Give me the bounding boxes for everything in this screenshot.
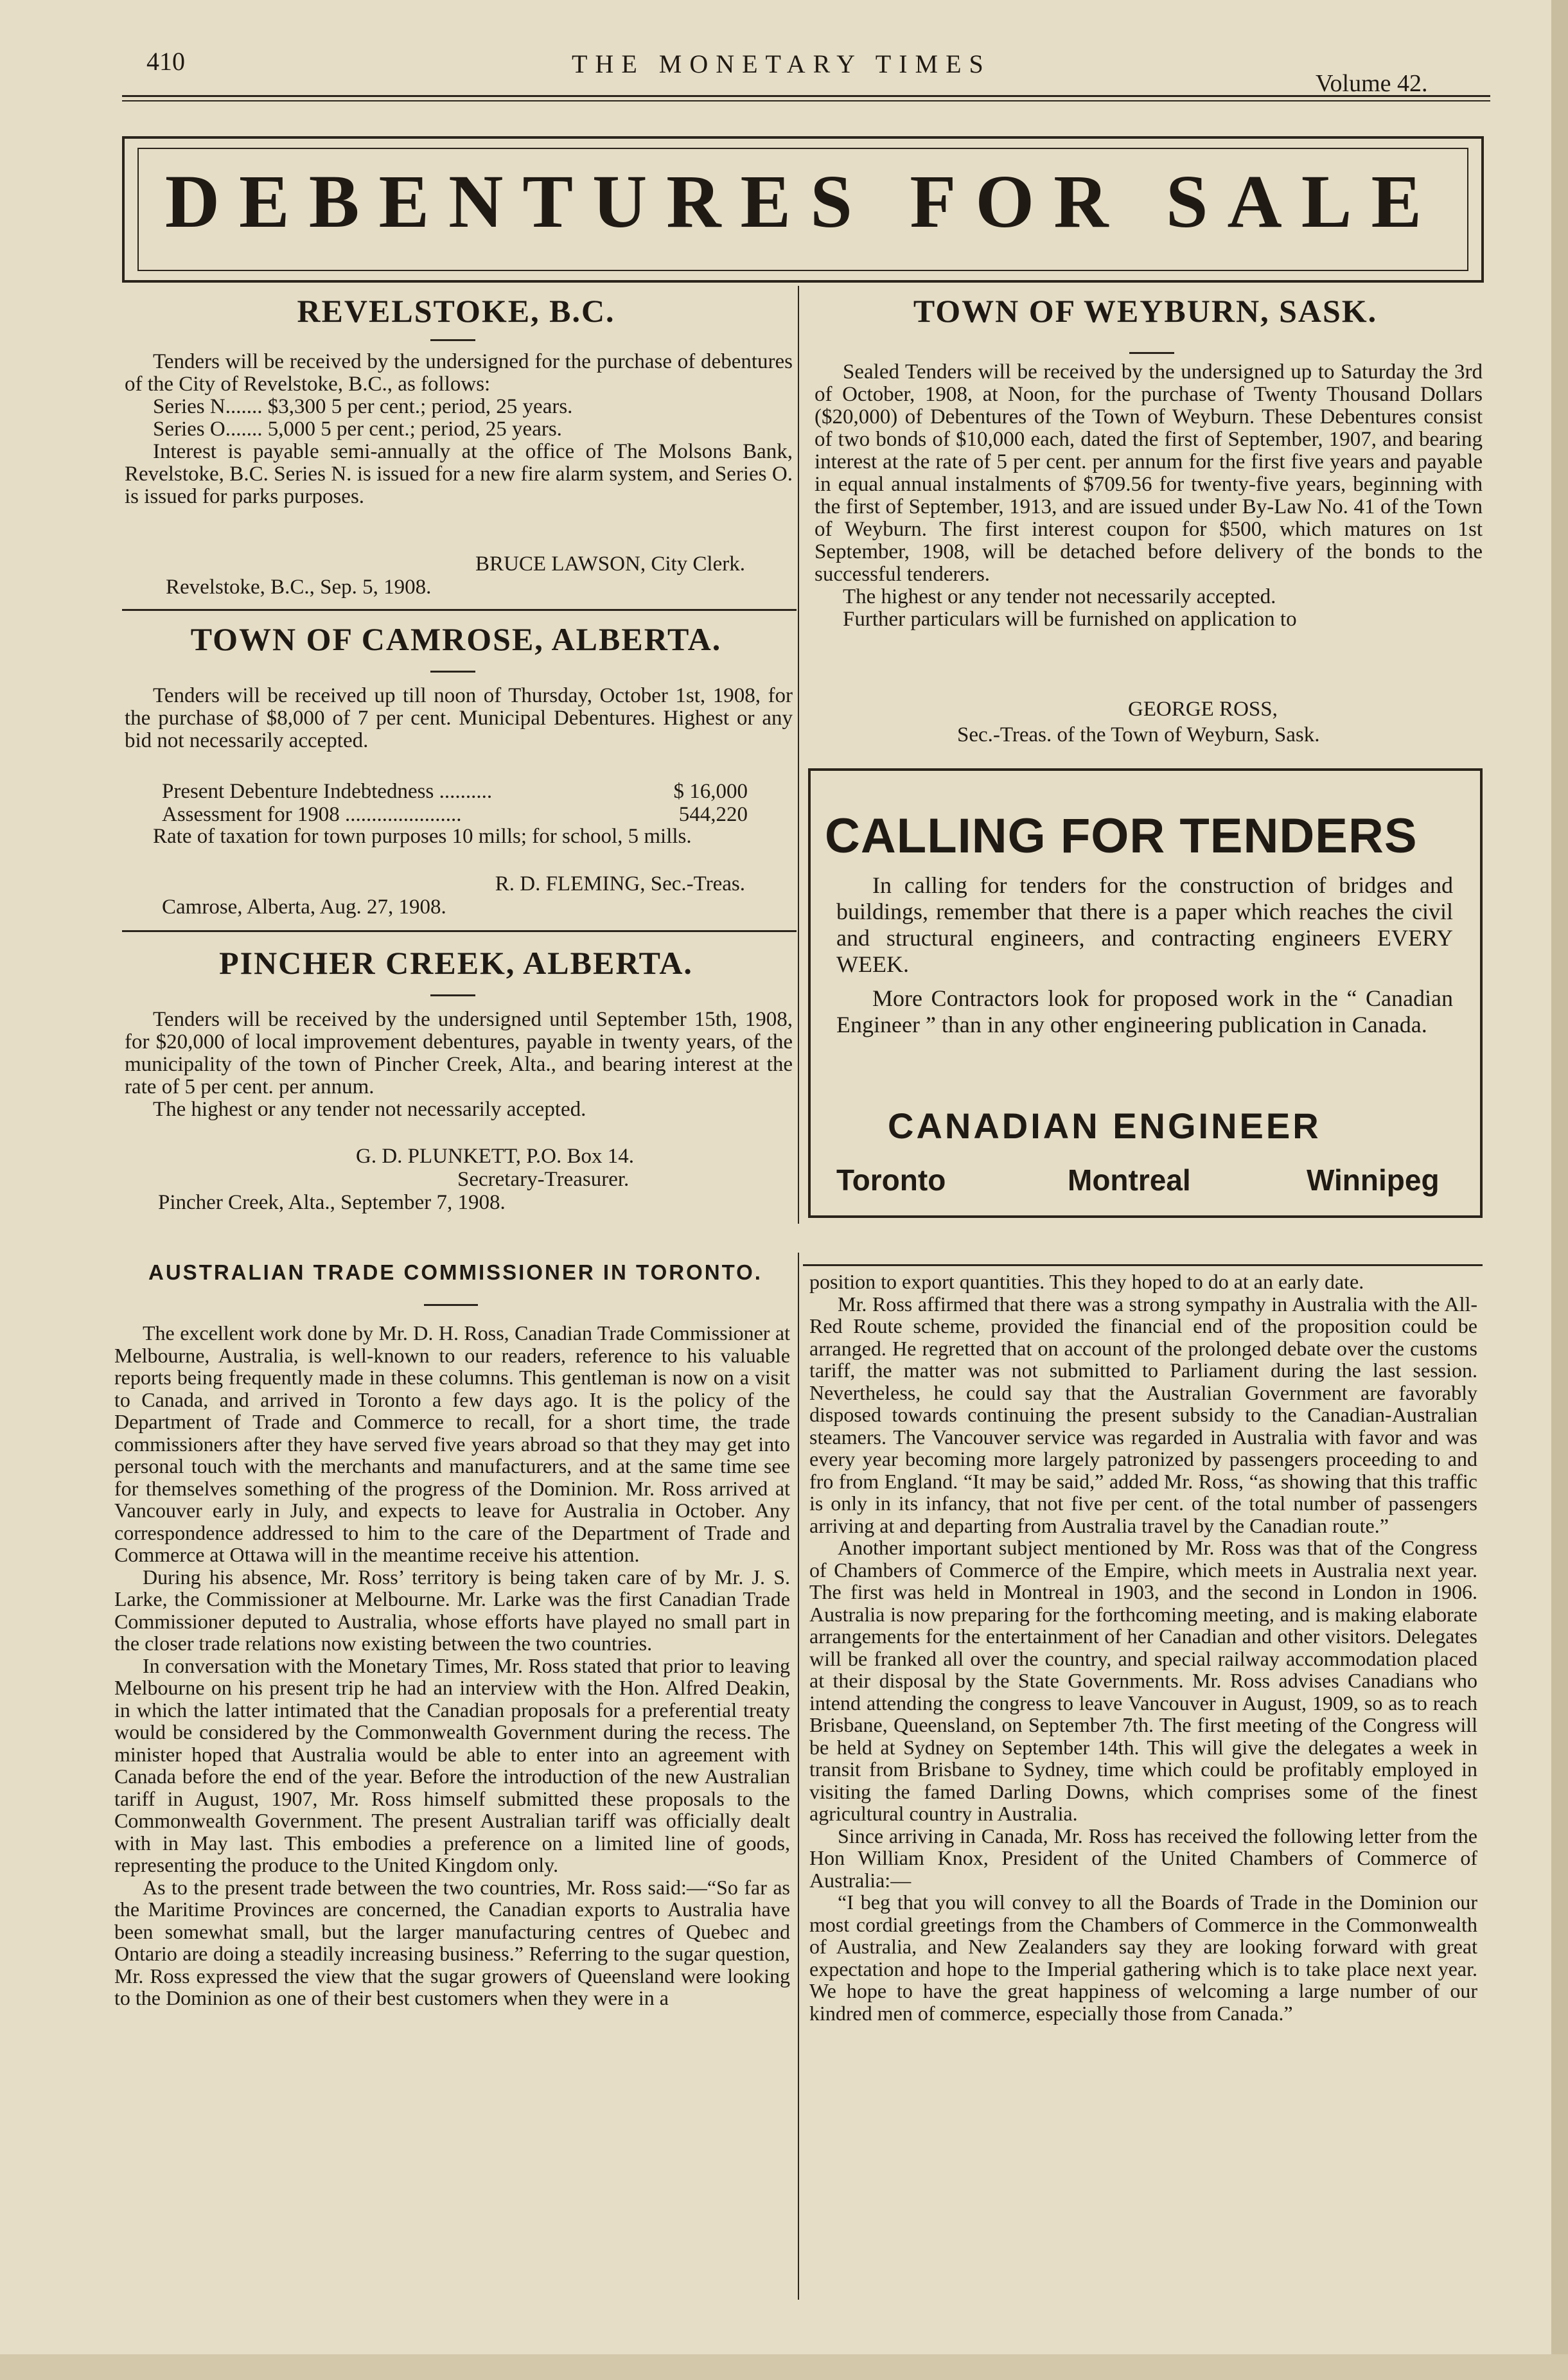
camrose-assessment-label: Assessment for 1908 ...................... (162, 803, 462, 826)
camrose-indebtedness-value: $ 16,000 (673, 780, 748, 803)
pincher-intro-block (125, 1009, 793, 1121)
volume-label: Volume 42. (1316, 70, 1428, 97)
article-paragraph: Another important subject mentioned by Mr. Ross was that of the Congress of Chambers of Commerce of the Empire, which meets in Australia next year. The first was held in Montreal in 1903, and the second in London in 1906. Australia is now preparing for the forthcoming meeting, and is making elaborate arrangements for the entertainment of her Canadian and other visitors. Delegates will be franked all over the country, and special railway accommodation placed at their disposal by the State Governments. Mr. Ross advises Canadians who intend attending the congress to leave Vancouver in August, 1909, so as to reach Brisbane, Queensland, on September 7th. The first meeting of the Congress will be held at Sydney on September 14th. This will give the delegates a week in transit from Brisbane to Sydney, time which could be profitably employed in visiting the famed Darling Downs, which comprises some of the finest agricultural country in Australia. (809, 1536, 1477, 1825)
tenders-body (836, 872, 1453, 1046)
camrose-place-date: Camrose, Alberta, Aug. 27, 1908. (162, 895, 446, 919)
tenders-paragraph-1: In calling for tenders for the construction of bridges and buildings, remember that there is a paper which reaches the civil and structural engineers, and contracting engineers EVERY WEEK. (836, 872, 1453, 977)
revelstoke-interest: Interest is payable semi-annually at the office of The Molsons Bank, Revelstoke, B.C. Series N. is issued for a new fire alarm system, and Series O. is issued for parks purposes. (125, 440, 793, 508)
title-dash (430, 339, 475, 341)
page-edge (1551, 0, 1568, 2380)
camrose-assessment-value: 544,220 (678, 803, 748, 826)
city-toronto: Toronto (836, 1163, 946, 1197)
weyburn-body: Sealed Tenders will be received by the undersigned up to Saturday the 3rd of October, 1908, at Noon, for the purchase of Twenty Thousand Dollars ($20,000) of Debentures of the Town of Weyburn. These Debentures consist of two bonds of $10,000 each, dated the first of September, 1907, and bearing interest at the rate of 5 per cent. per annum for the first five years and payable in equal annual instalments of $709.56 for twenty-five years, beginning with the first of September, 1913, and are issued under By-Law No. 41 of the Town of Weyburn. The first interest coupon for $500, which matures on 1st September, 1908, will be detached before delivery of the bonds to the successful tenderers. (815, 360, 1483, 586)
calling-for-tenders-ad (808, 768, 1483, 1218)
pincher-intro: Tenders will be received by the undersigned until September 15th, 1908, for $20,000 of local improvement debentures, payable in twenty years, of the municipality of the town of Pincher Creek, Alta., and bearing interest at the rate of 5 per cent. per annum. (125, 1008, 793, 1098)
banner-frame (122, 136, 1484, 283)
title-dash (430, 671, 475, 673)
header-rule-double (122, 100, 1490, 101)
revelstoke-notice (125, 351, 793, 508)
pincher-place-date: Pincher Creek, Alta., September 7, 1908. (158, 1191, 506, 1214)
pincher-signer: G. D. PLUNKETT, P.O. Box 14. (356, 1145, 634, 1168)
page-number: 410 (146, 47, 185, 76)
weyburn-notice (815, 361, 1483, 631)
city-montreal: Montreal (1068, 1163, 1191, 1197)
revelstoke-title: REVELSTOKE, B.C. (297, 293, 615, 329)
weyburn-signer-title: Sec.-Treas. of the Town of Weyburn, Sask. (957, 723, 1320, 746)
tenders-paragraph-2: More Contractors look for proposed work in the “ Canadian Engineer ” than in any other engineering publication in Canada. (836, 985, 1453, 1037)
camrose-taxation-block (125, 825, 793, 848)
camrose-indebtedness-label: Present Debenture Indebtedness .......... (162, 780, 493, 803)
revelstoke-series-n: Series N....... $3,300 5 per cent.; period, 25 years. (153, 395, 573, 418)
article-paragraph: Since arriving in Canada, Mr. Ross has received the following letter from the Hon William Knox, President of the United Chambers of Commerce of Australia:— (809, 1824, 1477, 1892)
title-dash (1129, 352, 1174, 354)
camrose-title: TOWN OF CAMROSE, ALBERTA. (190, 621, 722, 657)
header-rule (122, 95, 1490, 97)
canadian-engineer-name: CANADIAN ENGINEER (888, 1106, 1321, 1146)
tenders-heading: CALLING FOR TENDERS (825, 809, 1418, 863)
publication-title: THE MONETARY TIMES (572, 49, 991, 78)
camrose-intro-block (125, 685, 793, 752)
title-dash (430, 994, 475, 996)
revelstoke-intro: Tenders will be received by the undersigned for the purchase of debentures of the City of Revelstoke, B.C., as follows: (125, 350, 793, 396)
weyburn-title: TOWN OF WEYBURN, SASK. (913, 293, 1378, 329)
camrose-intro: Tenders will be received up till noon of Thursday, October 1st, 1908, for the purchase of $8,000 of 7 per cent. Municipal Debentures. Highest or any bid not necessarily accepted. (125, 684, 793, 752)
pincher-highest: The highest or any tender not necessarily accepted. (153, 1098, 586, 1121)
article-paragraph: During his absence, Mr. Ross’ territory is being taken care of by Mr. J. S. Larke, the Commissioner at Melbourne. Mr. Larke was the first Canadian Trade Commissioner deputed to Australia, whose efforts have played no small part in the closer trade relations now existing between the two countries. (114, 1565, 790, 1655)
page-edge-bottom (0, 2354, 1568, 2380)
weyburn-signer: GEORGE ROSS, (1128, 698, 1278, 721)
column-rule (798, 286, 799, 1224)
article-paragraph: The excellent work done by Mr. D. H. Ross, Canadian Trade Commissioner at Melbourne, Australia, is well-known to our readers, reference to his valuable reports being frequently made in these columns. This gentleman is now on a visit to Canada, and arrived in Toronto a few days ago. It is the policy of the Department of Trade and Commerce to recall, for a short time, the trade commissioners after they have served five years abroad so that they may get into personal touch with the merchants and manufacturers, and at the same time see for themselves something of the progress of the Dominion. Mr. Ross arrived at Vancouver early in July, and expects to leave for Australia in October. Any correspondence addressed to him to the care of the Department of Trade and Commerce at Ottawa will in the meantime receive his attention. (114, 1321, 790, 1566)
pincher-title: PINCHER CREEK, ALBERTA. (219, 945, 693, 981)
revelstoke-series-o: Series O....... 5,000 5 per cent.; period, 25 years. (153, 418, 562, 441)
article-paragraph: In conversation with the Monetary Times, Mr. Ross stated that prior to leaving Melbourne on his present trip he had an interview with the Hon. Alfred Deakin, in which the latter intimated that the Canadian proposals for a preferential treaty would be considered by the Commonwealth Government during the recess. The minister hoped that Australia would be able to enter into an agreement with Canada before the end of the year. Before the introduction of the new Australian tariff in August, 1907, Mr. Ross himself submitted these proposals to the Commonwealth Government. The present Australian tariff was officially dealt with in May last. This embodies a preference on a limited line of goods, representing the produce to the United Kingdom only. (114, 1653, 790, 1876)
article-left-column (114, 1322, 790, 2009)
camrose-signer: R. D. FLEMING, Sec.-Treas. (495, 872, 745, 895)
banner-title: DEBENTURES FOR SALE (164, 159, 1441, 243)
pincher-signer-title: Secretary-Treasurer. (457, 1168, 630, 1191)
article-paragraph: position to export quantities. This they hoped to do at an early date. (809, 1270, 1364, 1293)
revelstoke-signer: BRUCE LAWSON, City Clerk. (475, 552, 745, 576)
camrose-taxation: Rate of taxation for town purposes 10 mills; for school, 5 mills. (153, 825, 692, 848)
article-paragraph: As to the present trade between the two countries, Mr. Ross said:—“So far as the Maritime Provinces are concerned, the Canadian exports to Australia have been somewhat small, but the larger manufacturing centres of Quebec and Ontario are doing a steadily increasing business.” Referring to the sugar question, Mr. Ross expressed the view that the sugar growers of Queensland were looking to the Dominion as one of their best customers when they were in a (114, 1875, 790, 2009)
revelstoke-place-date: Revelstoke, B.C., Sep. 5, 1908. (166, 576, 432, 599)
article-paragraph: “I beg that you will convey to all the Boards of Trade in the Dominion our most cordial greetings from the Chambers of Commerce in the Commonwealth of Australia, and New Zealanders say they are looking forward with great expectation and hope to the Imperial gathering which is to take place next year. We hope to have the great happiness of welcoming a large number of our kindred men of commerce, especially those from Canada.” (809, 1891, 1477, 2025)
article-paragraph: Mr. Ross affirmed that there was a strong sympathy in Australia with the All-Red Route scheme, provided the financial end of the proposition could be arranged. He regretted that on account of the prolonged debate over the customs tariff, the matter was not submitted to Parliament during the last session. Nevertheless, he could say that the Australian Government are favorably disposed towards continuing the present subsidy to the Canadian-Australian steamers. The Vancouver service was regarded in Australia with favor and was every year becoming more largely patronized by passengers proceeding to and fro from England. “It may be said,” added Mr. Ross, “as showing that this traffic is only in its infancy, that not five per cent. of the total number of passengers arriving at and departing from Australia travel by the Canadian route.” (809, 1292, 1477, 1537)
article-right-column (809, 1271, 1477, 2024)
section-rule (122, 930, 797, 932)
title-dash (424, 1304, 478, 1306)
article-rule (803, 1264, 1483, 1266)
article-column-rule (798, 1253, 799, 2300)
weyburn-highest: The highest or any tender not necessarily accepted. (843, 585, 1276, 608)
section-rule (122, 609, 797, 611)
article-title: AUSTRALIAN TRADE COMMISSIONER IN TORONTO. (148, 1260, 762, 1284)
city-winnipeg: Winnipeg (1307, 1163, 1440, 1197)
weyburn-further: Further particulars will be furnished on application to (843, 608, 1297, 631)
